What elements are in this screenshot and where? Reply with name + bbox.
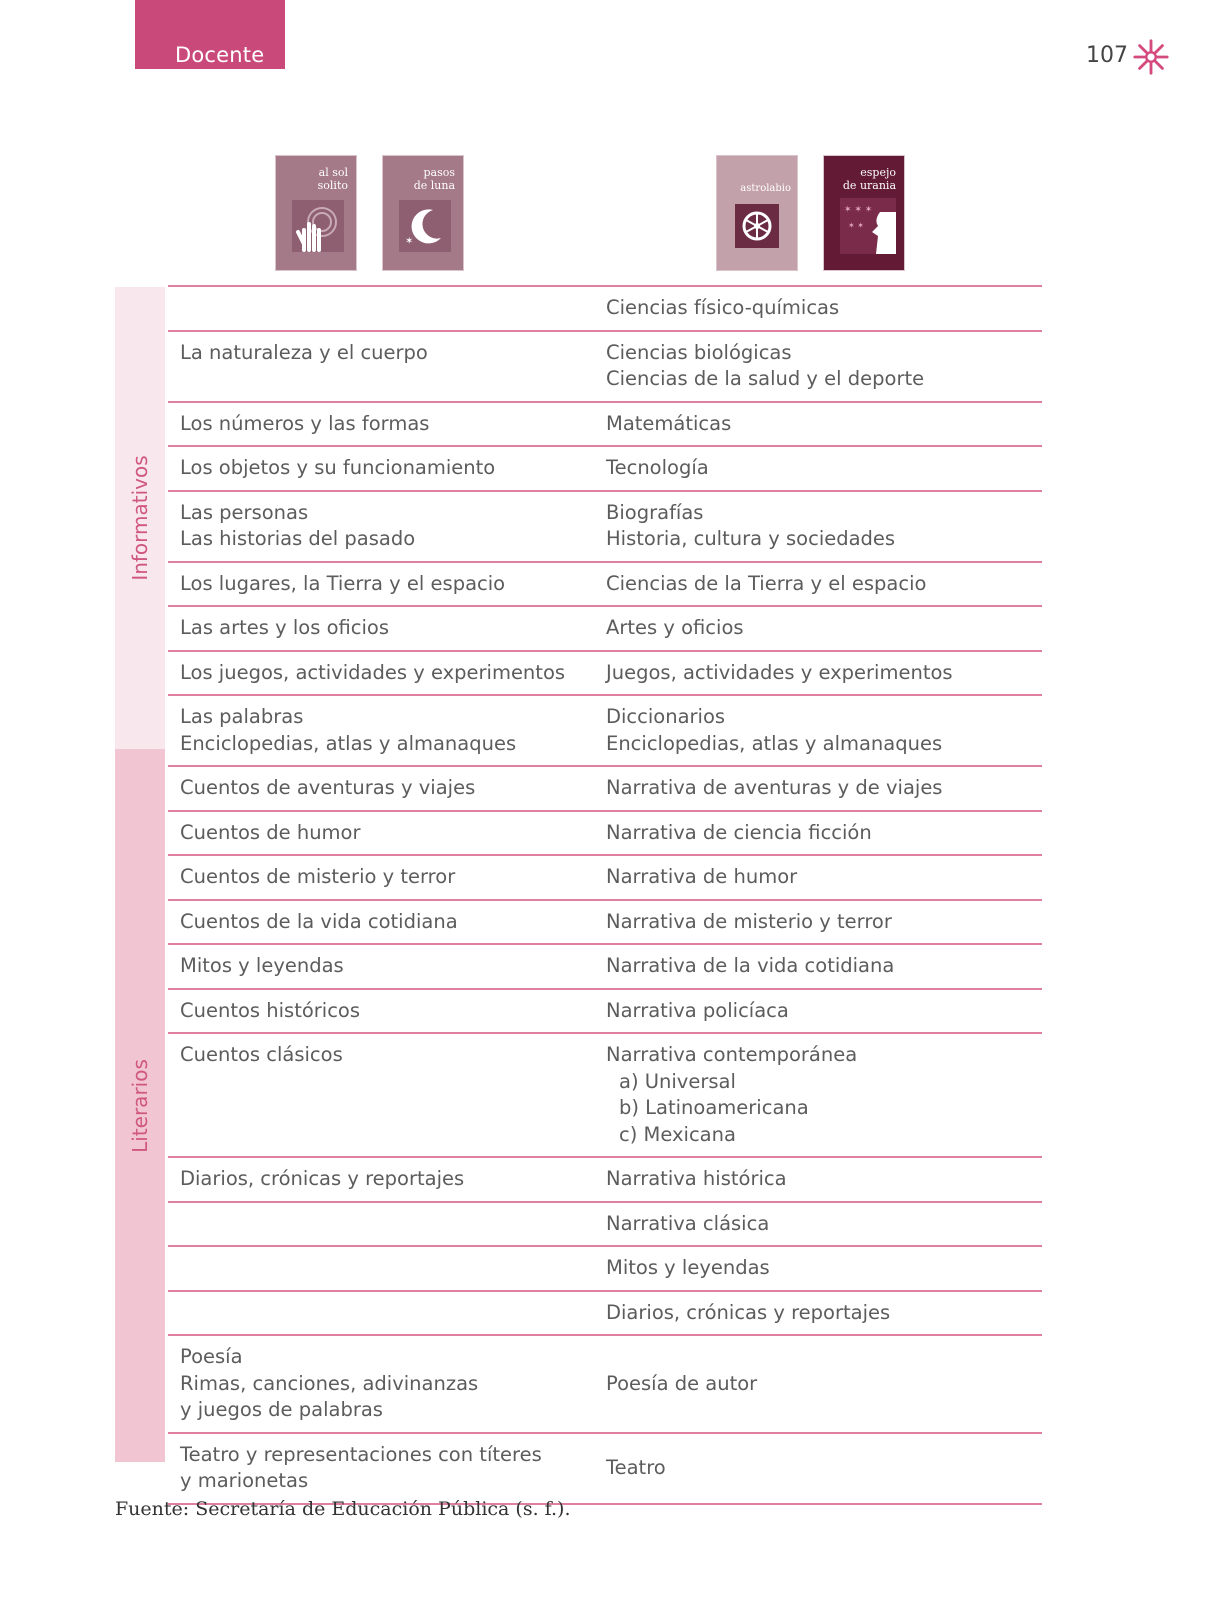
cell-text: Cuentos de aventuras y viajes (180, 776, 476, 799)
table-row (168, 607, 1042, 652)
cell-secundaria (606, 820, 1042, 847)
cover-title-line: solito (317, 179, 348, 192)
cell-primaria (168, 660, 606, 687)
cell-primaria (168, 775, 606, 802)
genre-comparison-table (168, 285, 1042, 1505)
cell-text: Tecnología (606, 456, 709, 479)
cell-text: Las historias del pasado (180, 527, 416, 550)
cell-primaria (168, 1255, 606, 1282)
cell-primaria (168, 1211, 606, 1238)
cell-secundaria (606, 295, 1042, 322)
cell-text: Biografías (606, 500, 704, 524)
cell-text: Narrativa policíaca (606, 998, 789, 1022)
cell-text: y juegos de palabras (180, 1398, 383, 1421)
cell-text: Diarios, crónicas y reportajes (606, 1300, 891, 1324)
moon-icon (399, 200, 451, 252)
cell-text: Cuentos de humor (180, 820, 361, 844)
cell-secundaria (606, 704, 1042, 757)
svg-text:✶: ✶ (405, 236, 414, 247)
section-tab (135, 0, 285, 69)
cell-primaria (168, 864, 606, 891)
cell-text: Las palabras (180, 705, 304, 728)
cell-secundaria (606, 1042, 1042, 1148)
cell-text: Cuentos históricos (180, 998, 361, 1022)
section-label-informativos: Informativos (128, 455, 152, 581)
cell-primaria (168, 704, 606, 757)
section-band-informativos (115, 287, 165, 749)
cell-text: Ciencias biológicas (606, 340, 792, 364)
cell-text: Narrativa de ciencia ficción (606, 820, 872, 844)
table-row (168, 856, 1042, 901)
table-row (168, 447, 1042, 492)
cell-text: Artes y oficios (606, 616, 744, 639)
cell-text: Poesía de autor (606, 1371, 758, 1395)
cell-text: Narrativa de misterio y terror (606, 909, 892, 933)
book-cover-pasos-de-luna (382, 155, 464, 271)
cell-primaria (168, 909, 606, 936)
cell-secundaria (606, 909, 1042, 936)
cell-text: Los números y las formas (180, 411, 430, 435)
cell-secundaria (606, 571, 1042, 598)
cover-title-line: al sol (318, 166, 348, 179)
cell-primaria (168, 1442, 606, 1495)
cell-text: Cuentos clásicos (180, 1043, 343, 1066)
book-cover-espejo-de-urania (823, 155, 905, 271)
cell-text: Narrativa de aventuras y de viajes (606, 776, 943, 799)
cell-secundaria (606, 340, 1042, 393)
cell-text: Mitos y leyendas (180, 954, 344, 977)
cell-primaria (168, 615, 606, 642)
cell-secundaria (606, 953, 1042, 980)
cell-text: Narrativa histórica (606, 1167, 787, 1190)
cell-text: Teatro (606, 1455, 666, 1479)
table-row (168, 945, 1042, 990)
svg-text:✶ ✶: ✶ ✶ (848, 221, 864, 230)
table-row (168, 403, 1042, 448)
table-row (168, 812, 1042, 857)
cell-primaria (168, 998, 606, 1025)
cell-text: Los lugares, la Tierra y el espacio (180, 571, 506, 595)
cell-secundaria (606, 1166, 1042, 1193)
hand-icon (292, 200, 344, 252)
cell-text: Juegos, actividades y experimentos (606, 660, 953, 684)
section-tab-label: Docente (175, 43, 265, 67)
cell-text: Los juegos, actividades y experimentos (180, 660, 566, 684)
table-row (168, 901, 1042, 946)
cover-title-line: astrolabio (740, 183, 791, 194)
cell-text: Las artes y los oficios (180, 616, 390, 639)
table-row (168, 563, 1042, 608)
table-row (168, 696, 1042, 767)
cell-primaria (168, 1300, 606, 1327)
cell-secundaria (606, 998, 1042, 1025)
cover-title-line: espejo (860, 166, 896, 179)
cell-text: Ciencias de la Tierra y el espacio (606, 571, 927, 595)
cell-text: Narrativa clásica (606, 1211, 770, 1235)
mirror-silhouette-icon (840, 198, 896, 254)
cell-text: b) Latinoamericana (619, 1096, 809, 1119)
cell-primaria (168, 1166, 606, 1193)
table-row (168, 287, 1042, 332)
cell-primaria (168, 340, 606, 393)
cell-secundaria (606, 411, 1042, 438)
cell-text: Cuentos de misterio y terror (180, 865, 456, 888)
cell-secundaria (606, 660, 1042, 687)
cell-primaria (168, 295, 606, 322)
asterisk-ornament-icon (1132, 38, 1170, 76)
table-row (168, 1247, 1042, 1292)
table-row (168, 1336, 1042, 1434)
cell-text: y marionetas (180, 1469, 309, 1492)
cell-primaria (168, 1344, 606, 1424)
cell-secundaria (606, 1211, 1042, 1238)
cell-primaria (168, 500, 606, 553)
cell-secundaria (606, 1255, 1042, 1282)
cell-secundaria (606, 455, 1042, 482)
table-row (168, 652, 1042, 697)
book-cover-al-sol-solito (275, 155, 357, 271)
cell-text: Ciencias físico-químicas (606, 296, 840, 319)
table-row (168, 990, 1042, 1035)
cell-primaria (168, 1042, 606, 1148)
source-citation: Fuente: Secretaría de Educación Pública (s. f.). (115, 1498, 571, 1520)
cell-text: Los objetos y su funcionamiento (180, 456, 496, 479)
cell-text: Rimas, canciones, adivinanzas (180, 1371, 479, 1395)
cell-secundaria (606, 775, 1042, 802)
cell-text: Teatro y representaciones con títeres (180, 1442, 542, 1466)
table-row (168, 492, 1042, 563)
table-row (168, 1434, 1042, 1505)
cell-primaria (168, 411, 606, 438)
cell-text: Poesía (180, 1345, 243, 1368)
cell-text: Enciclopedias, atlas y almanaques (180, 731, 517, 755)
page-number: 107 (1086, 43, 1128, 68)
cell-primaria (168, 820, 606, 847)
table-row (168, 332, 1042, 403)
cell-secundaria (606, 615, 1042, 642)
cell-secundaria (606, 500, 1042, 553)
table-row (168, 1292, 1042, 1337)
book-cover-astrolabio (716, 155, 798, 271)
cell-text: Narrativa de humor (606, 865, 798, 888)
cell-secundaria (606, 1300, 1042, 1327)
cell-text: Mitos y leyendas (606, 1256, 770, 1279)
cell-secundaria (606, 864, 1042, 891)
cell-text: Diccionarios (606, 705, 726, 728)
cell-text: Cuentos de la vida cotidiana (180, 909, 458, 933)
cell-primaria (168, 953, 606, 980)
astrolabe-icon (735, 204, 779, 248)
cell-primaria (168, 455, 606, 482)
cell-text: a) Universal (619, 1069, 736, 1093)
cell-secundaria (606, 1455, 1042, 1482)
cell-text: Narrativa contemporánea (606, 1043, 858, 1066)
cell-secundaria (606, 1371, 1042, 1398)
cell-text: La naturaleza y el cuerpo (180, 340, 428, 364)
table-row (168, 1034, 1042, 1158)
table-row (168, 1158, 1042, 1203)
cover-title-line: pasos (423, 166, 455, 179)
table-row (168, 767, 1042, 812)
svg-text:✶ ✶ ✶: ✶ ✶ ✶ (844, 205, 873, 215)
cell-text: Matemáticas (606, 411, 732, 435)
cell-primaria (168, 571, 606, 598)
cover-title-line: de luna (413, 179, 455, 192)
cell-text: Narrativa de la vida cotidiana (606, 954, 895, 977)
cell-text: Ciencias de la salud y el deporte (606, 367, 925, 390)
section-band-literarios (115, 749, 165, 1462)
section-label-literarios: Literarios (128, 1058, 152, 1153)
cover-title-line: de urania (842, 179, 896, 192)
cell-text: Diarios, crónicas y reportajes (180, 1167, 465, 1190)
cell-text: Historia, cultura y sociedades (606, 527, 896, 550)
cell-text: Las personas (180, 500, 309, 524)
cell-text: c) Mexicana (619, 1122, 736, 1146)
table-row (168, 1203, 1042, 1248)
cell-text: Enciclopedias, atlas y almanaques (606, 731, 943, 755)
